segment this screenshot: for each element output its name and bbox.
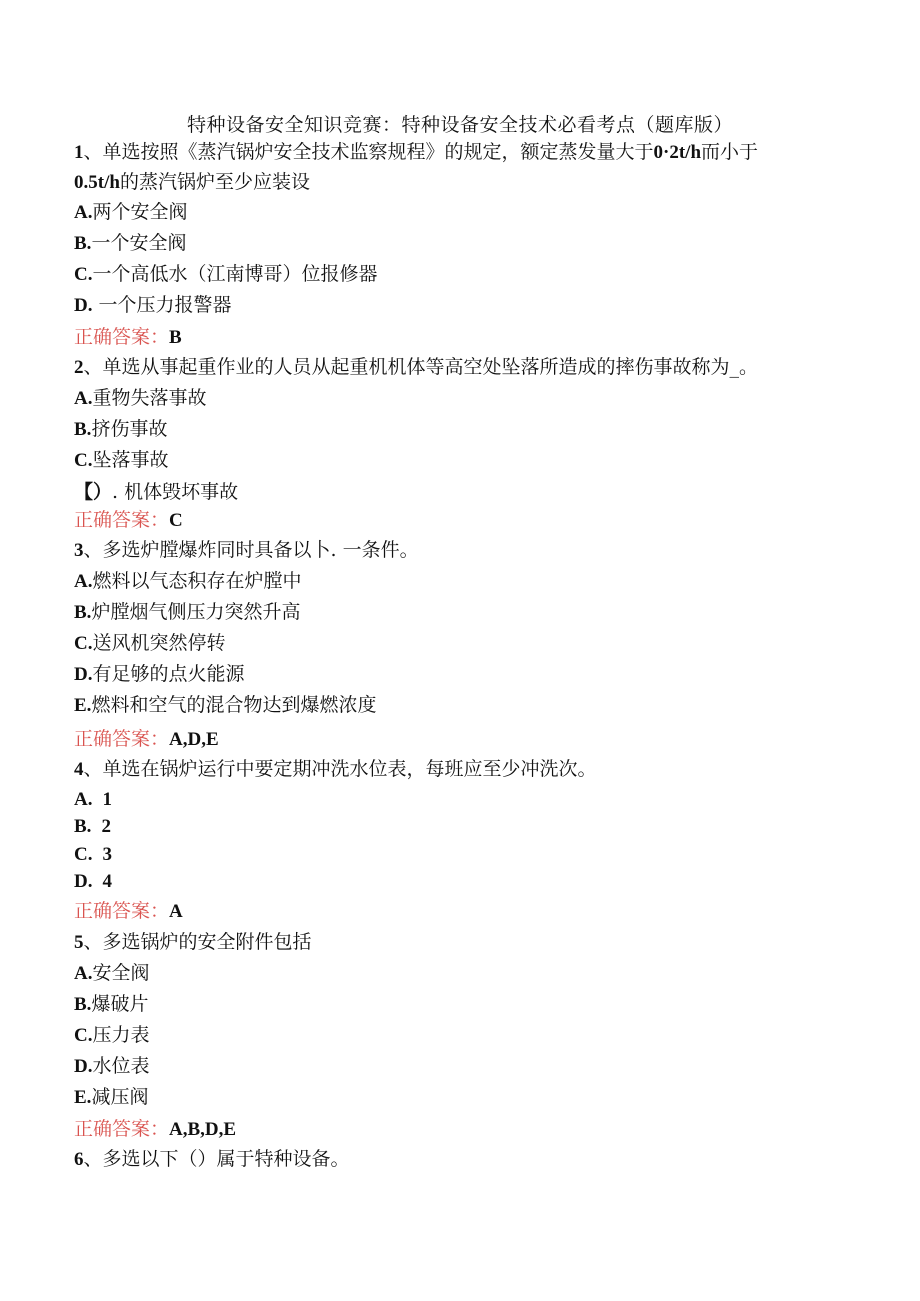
option-key: C.	[74, 633, 93, 654]
page-title: 特种设备安全知识竞赛：特种设备安全技术必看考点（题库版）	[186, 114, 733, 136]
option-text: 挤伤事故	[91, 418, 168, 440]
option-key: E.	[74, 695, 92, 716]
option-key: 【）	[74, 482, 113, 503]
question-5-line	[74, 930, 312, 955]
option-item	[74, 693, 376, 718]
question-1-line-2	[74, 170, 310, 195]
question-6-line	[74, 1147, 350, 1172]
question-number: 2	[74, 357, 84, 378]
option-key: D.	[74, 1056, 93, 1077]
question-text: 、多选锅炉的安全附件包括	[83, 931, 312, 953]
option-item	[74, 600, 300, 625]
option-key: E.	[74, 1087, 92, 1108]
answer-label: 正确答案：	[74, 509, 170, 531]
answer-line	[74, 1117, 236, 1142]
option-text: 3	[102, 844, 112, 865]
option-item	[74, 293, 232, 318]
option-text: 有足够的点火能源	[92, 663, 245, 685]
option-key: A.	[74, 789, 93, 810]
option-text: 炉膛烟气侧压力突然升高	[91, 601, 301, 623]
option-item	[74, 842, 112, 867]
option-key: B.	[74, 602, 92, 623]
question-number: 1	[74, 142, 84, 163]
option-key: B.	[74, 994, 92, 1015]
question-number: 5	[74, 932, 84, 953]
option-text: 燃料和空气的混合物达到爆燃浓度	[91, 694, 377, 716]
question-number: 6	[74, 1149, 84, 1170]
option-key: D.	[74, 664, 93, 685]
option-key: A.	[74, 571, 93, 592]
option-text: . 机体毁坏事故	[112, 481, 239, 503]
answer-line	[74, 325, 182, 350]
option-text: 爆破片	[91, 993, 149, 1015]
option-item	[74, 417, 167, 442]
option-key: C.	[74, 1025, 93, 1046]
rating-value: 0·2t/h	[653, 142, 702, 163]
option-text: 减压阀	[91, 1086, 149, 1108]
answer-label: 正确答案：	[74, 728, 170, 750]
option-text: 安全阀	[92, 962, 150, 984]
rating-value: 0.5t/h	[74, 172, 120, 193]
question-text: 而小于	[701, 141, 759, 163]
option-key: A.	[74, 202, 93, 223]
option-text: 两个安全阀	[92, 201, 188, 223]
option-text: 4	[102, 871, 112, 892]
question-text: 、单选从事起重作业的人员从起重机机体等高空处坠落所造成的摔伤事故称为_。	[83, 356, 759, 378]
option-text: 燃料以气态积存在炉膛中	[92, 570, 302, 592]
answer-label: 正确答案：	[74, 326, 170, 348]
option-item	[74, 662, 245, 687]
option-text: 1	[102, 789, 112, 810]
option-text: 坠落事故	[92, 449, 169, 471]
answer-value: C	[169, 510, 183, 531]
question-text: 、多选以下（）属于特种设备。	[83, 1148, 350, 1170]
option-item	[74, 386, 207, 411]
option-key: D.	[74, 295, 93, 316]
question-2-line	[74, 355, 758, 380]
option-key: C.	[74, 844, 93, 865]
answer-value: B	[169, 327, 182, 348]
option-text: 送风机突然停转	[92, 632, 226, 654]
question-4-line	[74, 757, 597, 782]
option-key: D.	[74, 871, 93, 892]
option-item	[74, 814, 111, 839]
option-key: C.	[74, 264, 93, 285]
option-item	[74, 1054, 150, 1079]
option-item	[74, 200, 188, 225]
option-text: 2	[101, 816, 111, 837]
option-key: B.	[74, 419, 92, 440]
option-item	[74, 787, 112, 812]
option-item	[74, 231, 186, 256]
option-key: B.	[74, 233, 92, 254]
question-text: 、多选炉膛爆炸同时具备以卜. 一条件。	[83, 539, 419, 561]
answer-label: 正确答案：	[74, 900, 170, 922]
question-text: 、单选按照《蒸汽锅炉安全技术监察规程》的规定，额定蒸发量大于	[83, 141, 654, 163]
answer-line	[74, 727, 219, 752]
option-item	[74, 992, 148, 1017]
option-item	[74, 961, 150, 986]
answer-line	[74, 899, 183, 924]
option-item	[74, 448, 169, 473]
option-item	[74, 480, 238, 505]
option-key: C.	[74, 450, 93, 471]
option-text: 压力表	[92, 1024, 150, 1046]
option-item	[74, 1023, 150, 1048]
option-item	[74, 869, 112, 894]
question-number: 3	[74, 540, 84, 561]
question-3-line	[74, 538, 419, 563]
option-item	[74, 1085, 148, 1110]
answer-line	[74, 508, 183, 533]
option-item	[74, 631, 226, 656]
answer-value: A,B,D,E	[169, 1119, 237, 1140]
option-key: A.	[74, 388, 93, 409]
option-text: 一个安全阀	[91, 232, 187, 254]
question-text: 的蒸汽锅炉至少应装设	[119, 171, 310, 193]
option-key: A.	[74, 963, 93, 984]
option-text: 一个高低水（江南博哥）位报修器	[92, 263, 378, 285]
answer-value: A,D,E	[169, 729, 219, 750]
option-text: 水位表	[92, 1055, 150, 1077]
option-key: B.	[74, 816, 92, 837]
question-number: 4	[74, 759, 84, 780]
answer-label: 正确答案：	[74, 1118, 170, 1140]
option-item	[74, 569, 302, 594]
option-text: 一个压力报警器	[92, 294, 232, 316]
option-text: 重物失落事故	[92, 387, 207, 409]
question-1-line-1	[74, 140, 758, 165]
question-text: 、单选在锅炉运行中要定期冲洗水位表，每班应至少冲洗次。	[83, 758, 597, 780]
option-item	[74, 262, 378, 287]
answer-value: A	[169, 901, 183, 922]
